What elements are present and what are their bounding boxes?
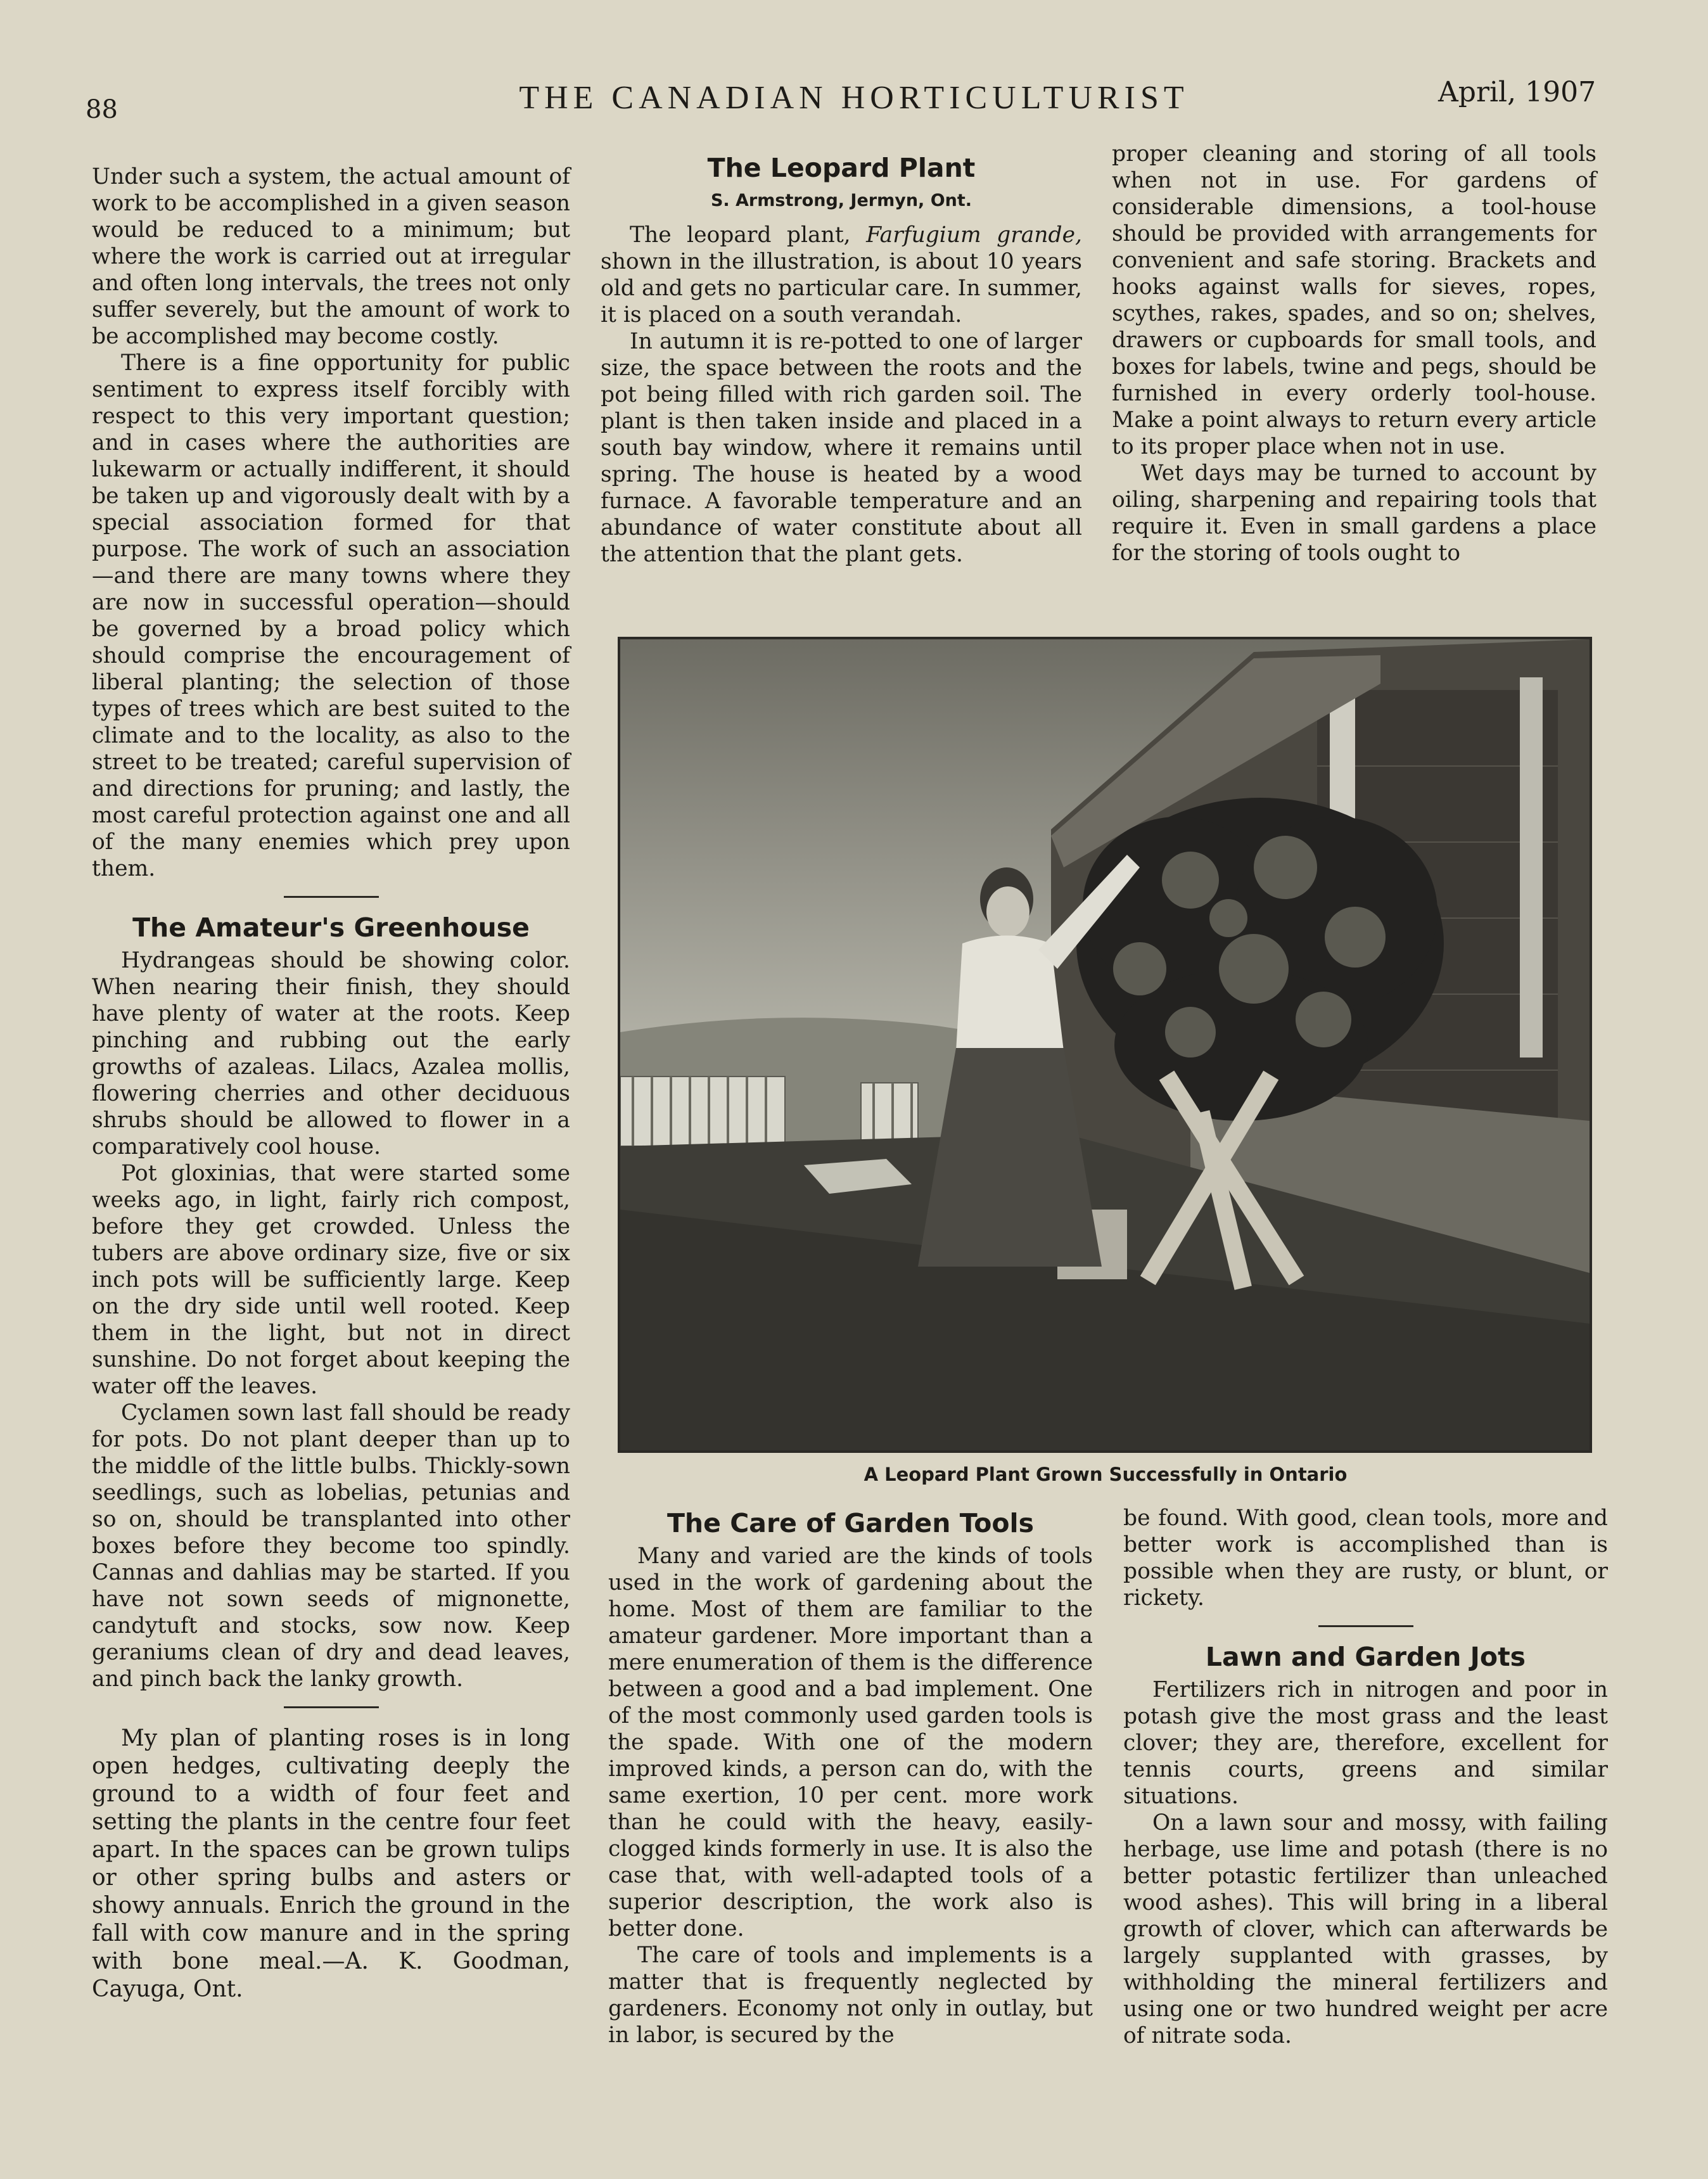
section-divider <box>284 1706 379 1708</box>
lawn-p1: Fertilizers rich in nitrogen and poor in potash give the most grass and the least clover; they are, therefore, excellent for tennis courts, greens and similar situations. <box>1123 1677 1608 1809</box>
greenhouse-p1: Hydrangeas should be showing color. When nearing their finish, they should have plenty of water at the roots. Keep pinching and rubbing out the early growths of azaleas. Lilacs, Azalea mollis, flowering cherries and other deciduous shrubs should be allowed to flower in a comparatively cool house. <box>92 948 570 1160</box>
plant-latin-name: Farfugium grande, <box>866 222 1082 248</box>
leopard-heading: The Leopard Plant <box>707 153 976 183</box>
photo-caption: A Leopard Plant Grown Successfully in Ontario <box>864 1464 1348 1485</box>
tools-end: be found. With good, clean tools, more and better work is accomplished than is possible when they are rusty, or blunt, or rickety. <box>1123 1505 1608 1611</box>
article-continuation-p2: There is a fine opportunity for public sentiment to express itself forcibly with respect to this very important question; and in cases where the authorities are lukewarm or actually indifferent, it should be taken up and vigorously dealt with by a special association formed for that purpose. The work of such an association—and there are many towns where they are now in successful operation—should be governed by a broad policy which should comprise the encouragement of liberal planting; the selection of those types of trees which are best suited to the climate and to the locality, as also to the street to be treated; careful supervision of and directions for pruning; and lastly, the most careful protection against one and all of the many enemies which prey upon them. <box>92 350 570 881</box>
article-continuation-p1: Under such a system, the actual amount of work to be accomplished in a given season would be reduced to a minimum; but where the work is carried out at irregular and often long intervals, the trees not only suffer severely, but the amount of work to be accomplished may become costly. <box>92 164 570 349</box>
tools-p2: The care of tools and implements is a matter that is frequently neglected by gardeners. Economy not only in outlay, but in labor, is secured by the <box>608 1943 1093 2048</box>
leopard-p2: In autumn it is re-potted to one of larger size, the space between the roots and the pot being filled with rich garden soil. The plant is then taken inside and placed in a south bay window, where it remains until spring. The house is heated by a wood furnace. A favorable temperature and an abundance of water constitute about all the attention that the plant gets. <box>601 329 1082 567</box>
tools-wet-days: Wet days may be turned to account by oiling, sharpening and repairing tools that require it. Even in small gardens a place for the storing of tools ought to <box>1112 461 1596 566</box>
page-number: 88 <box>86 95 118 124</box>
leopard-byline: S. Armstrong, Jermyn, Ont. <box>710 191 972 210</box>
photo-illustration <box>620 639 1590 1450</box>
tools-p1: Many and varied are the kinds of tools used in the work of gardening about the home. Most of them are familiar to the amateur gardener. More important than a mere enumeration of them is the difference between a good and a bad implement. One of the most commonly used garden tools is the spade. With one of the modern improved kinds, a person can do, with the same exertion, 10 per cent. more work than he could with the heavy, easily-clogged kinds formerly in use. It is also the case that, with well-adapted tools of a superior description, the work also is better done. <box>608 1543 1093 1941</box>
greenhouse-p3: Cyclamen sown last fall should be ready for pots. Do not plant deeper than up to the middle of the little bulbs. Thickly-sown seedlings, such as lobelias, petunias and so on, should be transplanted into other boxes before they become too spindly. Cannas and dahlias may be started. If you have not sown seeds of mignonette, candytuft and stocks, sow now. Keep geraniums clean of dry and dead leaves, and pinch back the lanky growth. <box>92 1400 570 1692</box>
tools-heading: The Care of Garden Tools <box>666 1508 1035 1538</box>
column-left <box>92 163 570 2003</box>
tools-continuation: proper cleaning and storing of all tools when not in use. For gardens of considerable dimensions, a tool-house should be provided with arrangements for convenient and safe storing. Brackets and hooks against walls for sieves, ropes, scythes, rakes, spades, and so on; shelves, drawers or cupboards for small tools, and boxes for labels, twine and pegs, should be furnished in every orderly tool-house. Make a point always to return every article to its proper place when not in use. <box>1112 141 1596 459</box>
running-header <box>0 70 1708 127</box>
column-middle-bottom <box>608 1505 1093 2048</box>
column-right-top <box>1112 141 1596 566</box>
lawn-p2: On a lawn sour and mossy, with failing herbage, use lime and potash (there is no better potastic fertilizer than unleached wood ashes). This will bring in a liberal growth of clover, which can afterwards be largely supplanted with grasses, by withholding the mineral fertilizers and using one or two hundred weight per acre of nitrate soda. <box>1123 1810 1608 2048</box>
lawn-heading: Lawn and Garden Jots <box>1205 1642 1526 1672</box>
greenhouse-heading: The Amateur's Greenhouse <box>132 912 530 943</box>
roses-paragraph: My plan of planting roses is in long open hedges, cultivating deeply the ground to a width of four feet and setting the plants in the centre four feet apart. In the spaces can be grown tulips or other spring bulbs and asters or showy annuals. Enrich the ground in the fall with cow manure and in the spring with bone meal.—A. K. Goodman, Cayuga, Ont. <box>92 1725 570 2002</box>
column-middle-top <box>601 150 1082 568</box>
leopard-p1: The leopard plant, Farfugium grande, shown in the illustration, is about 10 years old and gets no particular care. In summer, it is placed on a south verandah. <box>601 222 1082 328</box>
journal-title: THE CANADIAN HORTICULTURIST <box>519 80 1189 116</box>
section-divider <box>284 896 379 898</box>
greenhouse-p2: Pot gloxinias, that were started some weeks ago, in light, fairly rich compost, before they get crowded. Unless the tubers are above ordinary size, five or six inch pots will be sufficiently large. Keep on the dry side until well rooted. Keep them in the light, but not in direct sunshine. Do not forget about keeping the water off the leaves. <box>92 1161 570 1399</box>
leopard-plant-photo <box>618 637 1592 1453</box>
issue-date: April, 1907 <box>1438 76 1596 108</box>
section-divider <box>1318 1625 1413 1627</box>
column-right-bottom <box>1123 1505 1608 2049</box>
